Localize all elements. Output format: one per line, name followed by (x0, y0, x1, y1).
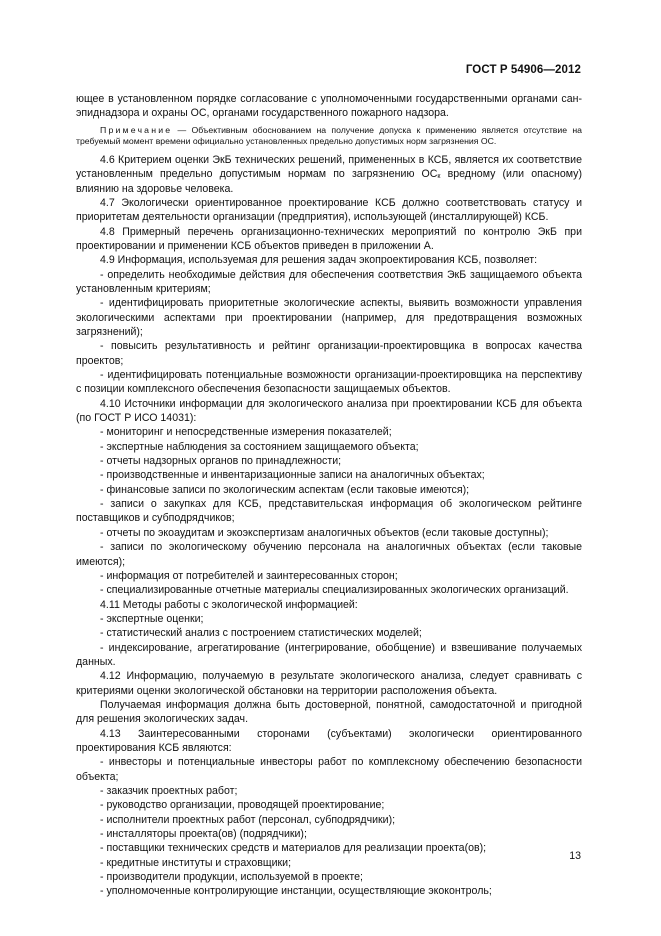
paragraph (76, 497, 582, 526)
paragraph-text: 4.10 Источники информации для экологического анализа при проектировании КСБ для объекта (по ГОСТ Р ИСО 14031): (76, 397, 582, 425)
paragraph-text: - идентифицировать потенциальные возможности организации-проектировщика на перспективу с позиции комплексного обеспечения безопасности защищаемых объектов. (76, 369, 582, 396)
subscript: к (437, 173, 441, 181)
paragraph (76, 526, 582, 540)
paragraph-text: 4.13 Заинтересованными сторонами (субъектами) экологически ориентированного проектирования КСБ являются: (76, 727, 582, 754)
paragraph (76, 92, 582, 121)
note-label: Примечание (100, 124, 173, 135)
paragraph (76, 440, 582, 454)
paragraph-text: - мониторинг и непосредственные измерения показателей; (100, 426, 392, 439)
paragraph-text: - повысить результативность и рейтинг организации-проектировщика в вопросах качества проектов; (76, 340, 582, 367)
paragraph (76, 425, 582, 439)
note-paragraph (76, 125, 582, 148)
paragraph-text: - определить необходимые действия для обеспечения соответствия ЭкБ защищаемого объекта установленным критериям; (76, 268, 582, 295)
paragraph-text: - руководство организации, проводящей проектирование; (100, 799, 385, 812)
document-code: ГОСТ Р 54906—2012 (465, 64, 581, 76)
paragraph-text: - отчеты по экоаудитам и экоэкспертизам аналогичных объектов (если таковые доступны); (100, 526, 549, 539)
paragraph-text: - отчеты надзорных органов по принадлежности; (100, 455, 342, 468)
paragraph (76, 253, 582, 267)
paragraph-text: - производители продукции, используемой в проекте; (100, 871, 363, 884)
paragraph (76, 468, 582, 482)
paragraph-text-tail: вредному (или опасному) влиянию на здоровье человека. (76, 168, 582, 195)
paragraph (76, 225, 582, 254)
paragraph (76, 856, 582, 870)
paragraph (76, 368, 582, 397)
paragraph (76, 612, 582, 626)
paragraph-text: 4.9 Информация, используемая для решения задач экопроектирования КСБ, позволяет: (100, 254, 538, 267)
paragraph (76, 268, 582, 297)
paragraph-text: - заказчик проектных работ; (100, 785, 238, 797)
paragraph (76, 483, 582, 497)
paragraph-text: 4.8 Примерный перечень организационно-технических мероприятий по контролю ЭкБ при проектировании и применении КСБ объектов приведен в приложении А. (76, 225, 582, 252)
paragraph (76, 884, 582, 898)
paragraph-text: 4.12 Информацию, получаемую в результате экологического анализа, следует сравнивать с критериями оценки экологической обстановки на территории расположения объекта. (76, 670, 582, 697)
paragraph-text: - экспертные наблюдения за состоянием защищаемого объекта; (100, 440, 419, 453)
paragraph-text: - исполнители проектных работ (персонал, субподрядчики); (100, 813, 396, 826)
paragraph (76, 598, 582, 612)
paragraph-text: - статистический анализ с построением статистических моделей; (100, 627, 422, 640)
paragraph (76, 669, 582, 698)
paragraph-text: - поставщики технических средств и материалов для реализации проекта(ов); (100, 842, 487, 855)
paragraph (76, 727, 582, 756)
document-body (76, 92, 582, 899)
paragraph (76, 755, 582, 784)
paragraph (76, 827, 582, 841)
paragraph-text: - производственные и инвентаризационные записи на аналогичных объектах; (100, 469, 485, 482)
paragraph-text: - записи по экологическому обучению персонала на аналогичных объектах (если таковые имеются); (76, 541, 582, 568)
paragraph (76, 540, 582, 569)
paragraph-text: - информация от потребителей и заинтересованных сторон; (100, 569, 398, 582)
paragraph (76, 583, 582, 597)
paragraph-text: - инсталляторы проекта(ов) (подрядчики); (100, 828, 307, 841)
paragraph-text: - специализированные отчетные материалы специализированных экологических организаций. (100, 584, 569, 597)
paragraph (76, 296, 582, 339)
paragraph-text: - финансовые записи по экологическим аспектам (если таковые имеются); (100, 483, 470, 496)
paragraph (76, 454, 582, 468)
paragraph-text: - кредитные институты и страховщики; (100, 856, 292, 869)
paragraph-text: Получаемая информация должна быть достоверной, понятной, самодостаточной и пригодной для решения экологических задач. (76, 698, 582, 726)
paragraph (76, 626, 582, 640)
paragraph (76, 196, 582, 225)
paragraph (76, 153, 582, 196)
paragraph-text: - уполномоченные контролирующие инстанции, осуществляющие экоконтроль; (100, 885, 492, 898)
paragraph (76, 870, 582, 884)
paragraph-text: 4.6 Критерием оценки ЭкБ технических решений, примененных в КСБ, является их соответствие установленным предельно допустимым нормам по загрязнению ОС (76, 153, 582, 181)
paragraph (76, 569, 582, 583)
paragraph-text: - инвесторы и потенциальные инвесторы работ по комплексному обеспечению безопасности объекта; (76, 756, 582, 783)
paragraph (76, 641, 582, 670)
paragraph (76, 397, 582, 426)
paragraph (76, 798, 582, 812)
paragraph-text: — Объективным обоснованием на получение допуска к применению является отсутствие на требуемый момент времени официально установленных предельно допустимых норм загрязнения ОС. (76, 124, 582, 147)
paragraph (76, 784, 582, 798)
paragraph-text: - идентифицировать приоритетные экологические аспекты, выявить возможности управления экологическими аспектами при проектировании (например, для предотвращения возможных загрязнений); (76, 297, 582, 338)
paragraph-text: 4.7 Экологически ориентированное проектирование КСБ должно соответствовать статусу и приоритетам деятельности организации (предприятия), использующей (инсталлирующей) КСБ. (76, 196, 582, 224)
paragraph-text: - записи о закупках для КСБ, представительская информация об экологическом рейтинге поставщиков и субподрядчиков; (76, 498, 582, 525)
paragraph-text: - индексирование, агрегатирование (интегрирование, обобщение) и взвешивание получаемых данных. (76, 641, 582, 668)
page-number: 13 (569, 850, 581, 862)
paragraph (76, 813, 582, 827)
paragraph-text: - экспертные оценки; (100, 612, 204, 625)
paragraph (76, 339, 582, 368)
paragraph (76, 841, 582, 855)
paragraph (76, 698, 582, 727)
paragraph-text: ющее в установленном порядке согласование с уполномоченными государственными органами сан-эпиднадзора и охраны ОС, органами государственного пожарного надзора. (76, 93, 582, 120)
paragraph-text: 4.11 Методы работы с экологической информацией: (100, 598, 358, 611)
